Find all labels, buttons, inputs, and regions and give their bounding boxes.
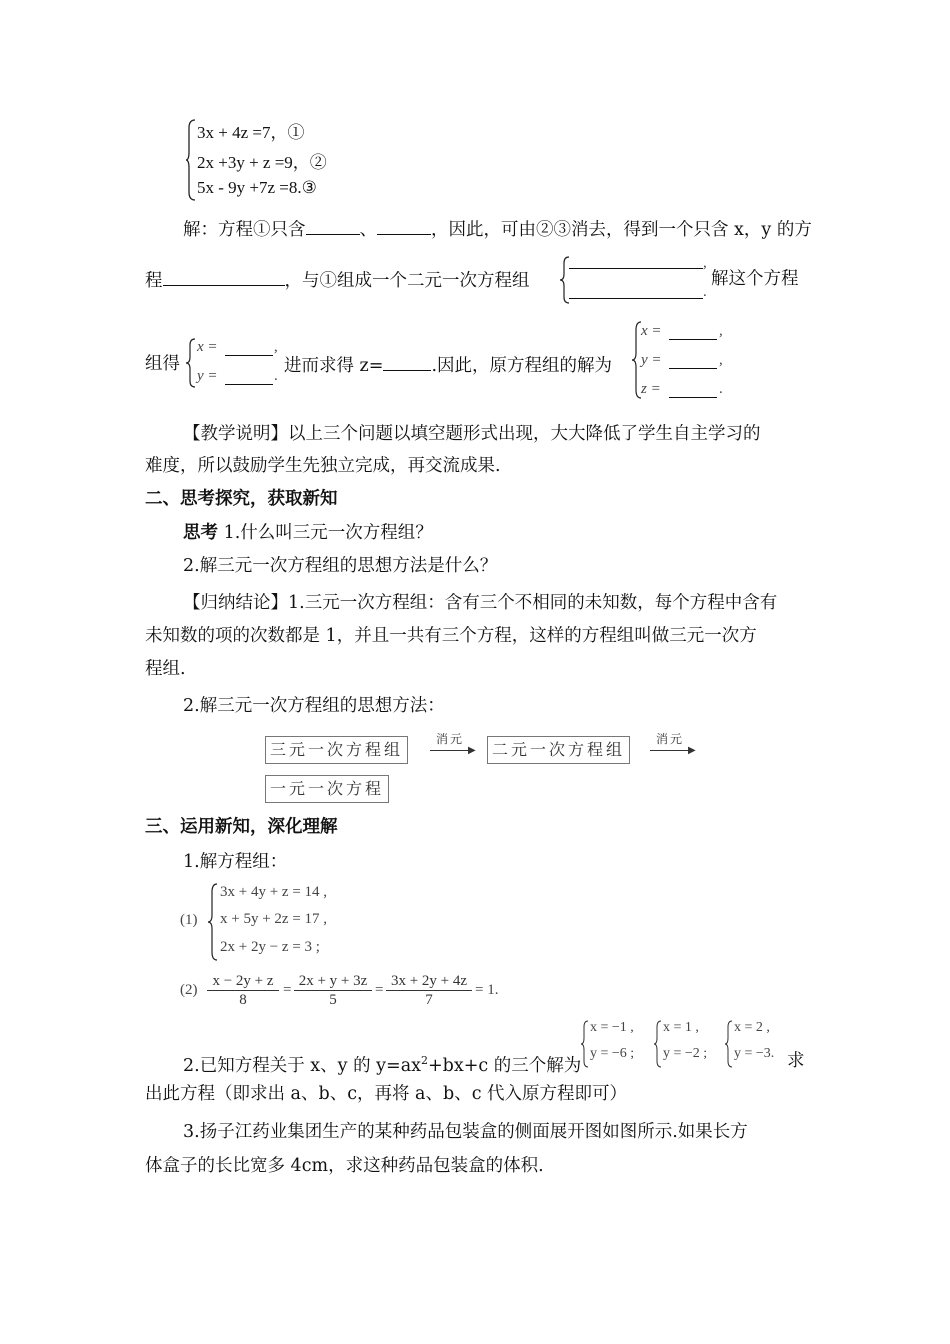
- blank-sol-y[interactable]: [669, 368, 717, 369]
- conclusion-2: 2.解三元一次方程组的思想方法：: [183, 696, 445, 716]
- section-2-heading: 二、思考探究，获取新知: [145, 489, 338, 509]
- blank-sol-z[interactable]: [669, 397, 717, 398]
- left-brace-icon: [580, 1019, 590, 1069]
- blank-y[interactable]: [225, 384, 273, 385]
- blank-eq-b[interactable]: [569, 298, 703, 299]
- solution-1-y: y = −6 ;: [590, 1046, 635, 1061]
- exercise-eq-3: 2x + 2y − z = 3 ;: [220, 939, 320, 955]
- equation-1: 3x + 4z =7，①: [197, 123, 305, 142]
- fraction-2: $\frac{2x + y + 3z}{5}$: [294, 972, 372, 1009]
- teaching-note-line-2: 难度，所以鼓励学生先独立完成，再交流成果.: [145, 456, 501, 476]
- think-question-2: 2.解三元一次方程组的思想方法是什么？: [183, 556, 498, 576]
- equation-3: 5x - 9y +7z =8.③: [197, 178, 317, 197]
- exercise-eq-2: x + 5y + 2z = 17 ,: [220, 911, 328, 927]
- left-brace-icon: [185, 337, 197, 389]
- fraction-1: $\frac{x - 2y + z}{8}$: [207, 972, 279, 1009]
- exercise-2-line-2: 出此方程（即求出 a、b、c，再将 a、b、c 代入原方程即可）: [145, 1084, 628, 1104]
- left-brace-icon: [207, 882, 219, 962]
- blank-2[interactable]: [377, 216, 431, 235]
- solution-3-y: y = −3.: [734, 1046, 775, 1061]
- solve-text: 解这个方程: [711, 269, 799, 289]
- arrow-right-icon: 消元 ▶: [430, 730, 482, 764]
- blank-x[interactable]: [225, 355, 273, 356]
- solution-2-x: x = 1 ,: [663, 1020, 699, 1035]
- solution-line-2: 程 ，与①组成一个二元一次方程组: [145, 267, 530, 293]
- flow-box-binary: 二元一次方程组: [487, 736, 630, 764]
- exercise-eq-1: 3x + 4y + z = 14 ,: [220, 884, 328, 900]
- conclusion-line-1: 【归纳结论】1.三元一次方程组：含有三个不相同的未知数，每个方程中含有: [183, 593, 778, 613]
- flow-box-unary: 一元一次方程: [265, 775, 389, 803]
- solution-1-x: x = −1 ,: [590, 1020, 634, 1035]
- fraction-3: $\frac{3x + 2y + 4z}{7}$: [386, 972, 472, 1009]
- teaching-note-line-1: 【教学说明】以上三个问题以填空题形式出现，大大降低了学生自主学习的: [183, 424, 761, 444]
- section-3-heading: 三、运用新知，深化理解: [145, 817, 338, 837]
- exercise-1-2-label: (2): [180, 982, 198, 998]
- exercise-3-line-2: 体盒子的长比宽多 4cm，求这种药品包装盒的体积.: [145, 1156, 544, 1176]
- exercise-1-title: 1.解方程组：: [183, 852, 288, 872]
- blank-sol-x[interactable]: [669, 339, 717, 340]
- blank-z[interactable]: [383, 352, 431, 371]
- think-question-1: 思考 1.什么叫三元一次方程组？: [183, 523, 433, 543]
- exercise-3-line-1: 3.扬子江药业集团生产的某种药品包装盒的侧面展开图如图所示.如果长方: [183, 1122, 748, 1142]
- left-brace-icon: [653, 1019, 663, 1069]
- blank-eq-a[interactable]: [569, 268, 703, 269]
- flow-box-ternary: 三元一次方程组: [265, 736, 408, 764]
- exercise-1-1-label: (1): [180, 912, 198, 928]
- exercise-2-line-1: 2.已知方程关于 x、y 的 $y=ax^2+bx+c$ 的三个解为: [183, 1054, 582, 1076]
- left-brace-icon: [724, 1019, 734, 1069]
- solution-line-1: 解：方程①只含 、 ，因此，可由②③消去，得到一个只含 x，y 的方: [183, 216, 812, 242]
- solution-2-y: y = −2 ;: [663, 1046, 708, 1061]
- conclusion-line-2: 未知数的项的次数都是 1，并且一共有三个方程，这样的方程组叫做三元一次方: [145, 626, 757, 646]
- arrow-right-icon: 消元 ▶: [650, 730, 702, 764]
- solution-3-x: x = 2 ,: [734, 1020, 770, 1035]
- solution-line-3-start: 组得: [145, 354, 180, 374]
- blank-1[interactable]: [306, 216, 360, 235]
- solution-line-3-mid: 进而求得 z= .因此，原方程组的解为: [284, 352, 612, 378]
- equation-2: 2x +3y + z =9，②: [197, 153, 327, 172]
- conclusion-line-3: 程组.: [145, 659, 186, 679]
- left-brace-icon: [185, 118, 197, 202]
- blank-3[interactable]: [163, 267, 285, 286]
